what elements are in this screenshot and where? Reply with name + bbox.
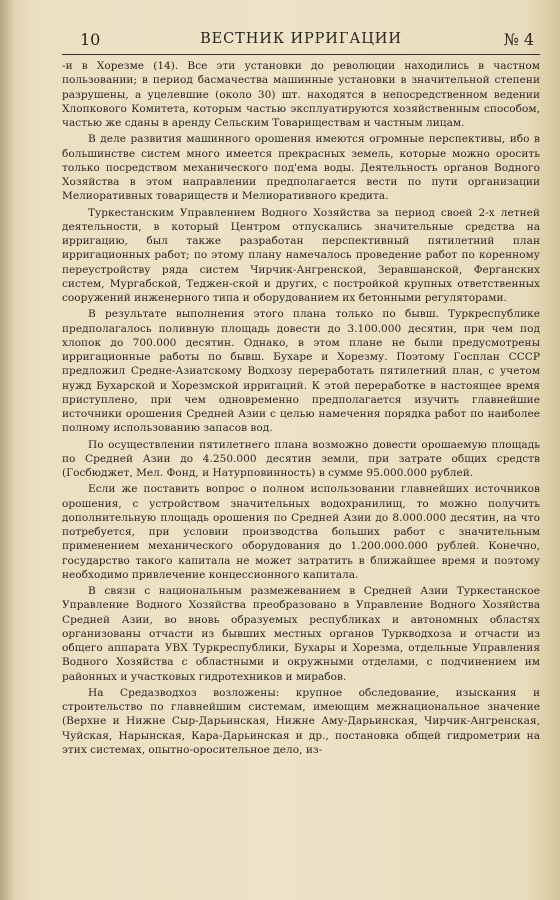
page-fold-shadow (0, 0, 14, 900)
paragraph: Туркестанским Управлением Водного Хозяйства за период своей 2-х летней деятельности, в который Центром отпускались значительные средства на ирригацию, был также разработан перспективный пятилетний план ирригационных работ; по этому плану намечалось проведение работ по коренному переустройству ряда систем Чирчик-Ангренской, Зеравшанской, Ферганских систем, Мургабской, Теджен-ской и других, с постройкой крупных ответственных сооружений инженерного типа и оборудованием их бетонными регуляторами. (62, 206, 540, 304)
paragraph: Если же поставить вопрос о полном использовании главнейших источников орошения, с устройством значительных водохранилищ, то можно получить дополнительную площадь орошения по Средней Азии до 8.000.000 десятин, на что потребуется, при условии производства больших работ с значительным применением механического оборудования до 1.200.000.000 рублей. Конечно, государство такого капитала не может затратить в ближайшее время и поэтому необходимо привлечение концессионного капитала. (62, 483, 540, 581)
paragraph: -и в Хорезме (14). Все эти установки до революции находились в частном пользовании; в период басмачества машинные установки в значительной степени разрушены, а уцелевшие (около 30) шт. находятся в непосредственном ведении Хлопкового Комитета, которым частью эксплуатируются хозяйственным способом, частью же сданы в аренду Сельским Товариществам и частным лицам. (62, 60, 540, 129)
paragraph: На Средазводхоз возложены: крупное обследование, изыскания и строительство по главнейшим системам, имеющим межнациональное значение (Верхне и Нижне Сыр-Дарьинская, Нижне Аму-Дарьинская, Чирчик-Ангренская, Чуйская, Нарынская, Кара-Дарьинская и др., постановка общей гидрометрии на этих системах, опытно-оросительное дело, из- (62, 686, 540, 756)
paragraph: В результате выполнения этого плана только по бывш. Туркреспублике предполагалось поливную площадь довести до 3.100.000 десятин, при чем под хлопок до 700.000 десятин. Однако, в этом плане не были предусмотрены ирригационные работы по бывш. Бухаре и Хорезму. Поэтому Госплан СССР предложил Средне-Азиатскому Водхозу переработать пятилетний план, с учетом нужд Бухарской и Хорезмской ирригаций. К этой переработке в настоящее время приступлено, при чем одновременно предполагается изучить главнейшие источники орошения Средней Азии с целью намечения порядка работ по наиболее полному использованию запасов вод. (62, 308, 540, 435)
paragraph: В деле развития машинного орошения имеются огромные перспективы, ибо в большинстве систем много имеется прекрасных земель, которые можно оросить только посредством механического под'ема воды. Деятельность органов Водного Хозяйства в этом направлении предполагается вести по пути организации Мелиоративных товариществ и Мелиоративного кредита. (62, 133, 540, 203)
paragraph: В связи с национальным размежеванием в Средней Азии Туркестанское Управление Водного Хозяйства преобразовано в Управление Водного Хозяйства Средней Азии, во вновь образуемых республиках и автономных областях организованы отчасти из бывших местных органов Туркводхоза и отчасти из общего аппарата УВХ Туркреспублики, Бухары и Хорезма, отдельные Управления Водного Хозяйства с областными и окружными отделами, с подчинением им районных и участковых гидротехников и мирабов. (62, 585, 540, 683)
paragraph: По осуществлении пятилетнего плана возможно довести орошаемую площадь по Средней Азии до 4.250.000 десятин земли, при затрате общих средств (Госбюджет, Мел. Фонд, и Натурповинность) в сумме 95.000.000 рублей. (62, 438, 540, 479)
issue-number: № 4 (503, 30, 534, 49)
article-body (62, 59, 540, 757)
running-header (62, 28, 540, 55)
journal-title: ВЕСТНИК ИРРИГАЦИИ (200, 31, 402, 47)
page-number: 10 (80, 30, 101, 49)
